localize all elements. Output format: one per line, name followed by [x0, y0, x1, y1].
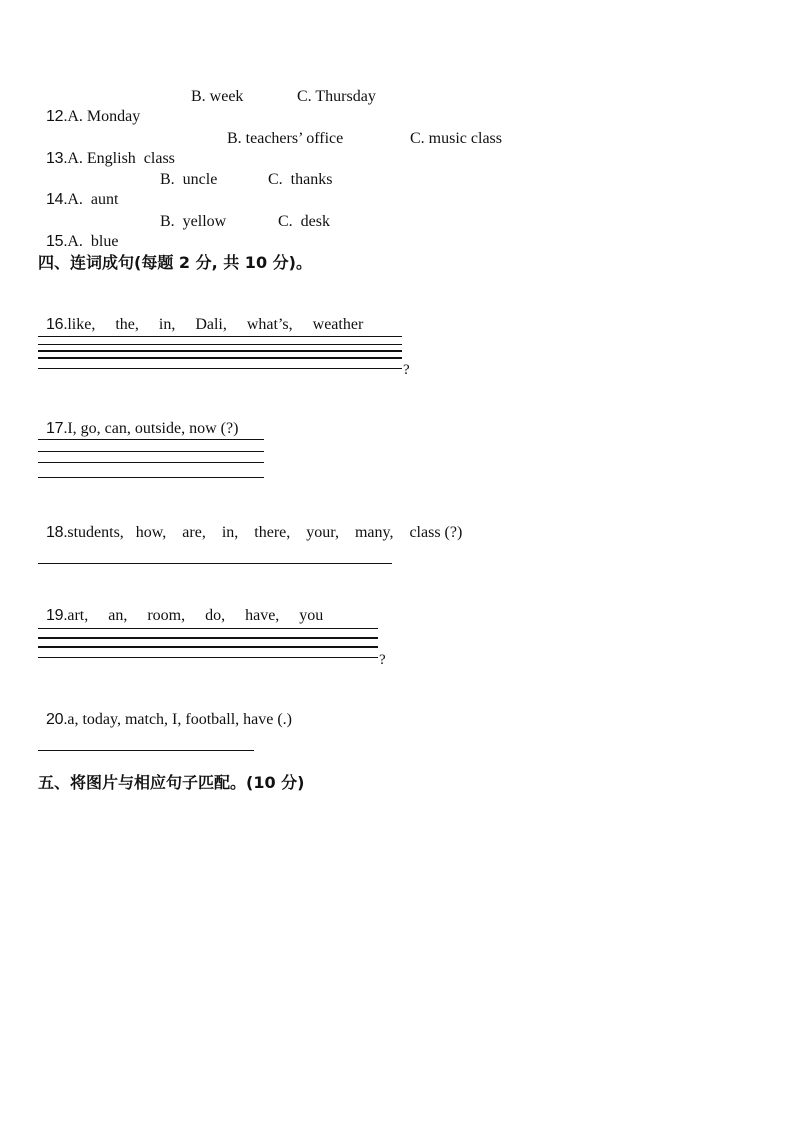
question-20 — [38, 690, 292, 730]
option-b: B. uncle — [160, 171, 218, 188]
answer-line[interactable] — [38, 637, 378, 639]
question-19 — [38, 586, 323, 626]
question-18 — [38, 503, 462, 543]
answer-line[interactable] — [38, 357, 402, 359]
option-a: A. English class — [67, 150, 175, 167]
question-number: 14. — [46, 191, 68, 208]
question-number: 18. — [46, 524, 68, 541]
word-list: students, how, are, in, there, your, many, class (?) — [67, 524, 463, 541]
word-list: like, the, in, Dali, what’s, weather — [67, 316, 364, 333]
word-list: a, today, match, I, football, have (.) — [67, 711, 292, 728]
section-4-heading: 四、连词成句(每题 2 分, 共 10 分)。 — [38, 253, 312, 272]
question-number: 19. — [46, 607, 68, 624]
answer-line[interactable] — [38, 336, 402, 337]
answer-line[interactable] — [38, 344, 402, 345]
answer-line[interactable] — [38, 350, 402, 352]
question-mark: ? — [379, 652, 386, 668]
question-number: 13. — [46, 150, 68, 167]
answer-line[interactable] — [38, 646, 378, 648]
option-a: A. blue — [67, 233, 119, 250]
question-number: 12. — [46, 108, 68, 125]
question-13 — [38, 129, 175, 169]
answer-line[interactable] — [38, 563, 392, 564]
option-c: C. music class — [410, 130, 502, 147]
option-c: C. Thursday — [297, 88, 376, 105]
answer-line[interactable] — [38, 451, 264, 452]
question-mark: ? — [403, 362, 410, 378]
option-c: C. desk — [278, 213, 330, 230]
answer-line[interactable] — [38, 657, 378, 658]
question-17 — [38, 399, 238, 439]
question-15 — [38, 212, 118, 252]
word-list: I, go, can, outside, now (?) — [67, 420, 239, 437]
option-a: A. Monday — [67, 108, 141, 125]
question-number: 20. — [46, 711, 68, 728]
question-number: 17. — [46, 420, 68, 437]
question-number: 16. — [46, 316, 68, 333]
option-a: A. aunt — [67, 191, 119, 208]
answer-line[interactable] — [38, 439, 264, 440]
question-14 — [38, 170, 118, 210]
section-5-heading: 五、将图片与相应句子匹配。(10 分) — [38, 773, 305, 792]
word-list: art, an, room, do, have, you — [67, 607, 324, 624]
answer-line[interactable] — [38, 368, 402, 369]
option-b: B. week — [191, 88, 244, 105]
question-12 — [38, 87, 140, 127]
option-c: C. thanks — [268, 171, 333, 188]
answer-line[interactable] — [38, 750, 254, 751]
answer-line[interactable] — [38, 477, 264, 478]
option-b: B. teachers’ office — [227, 130, 344, 147]
answer-line[interactable] — [38, 628, 378, 629]
question-16 — [38, 295, 363, 335]
answer-line[interactable] — [38, 462, 264, 463]
option-b: B. yellow — [160, 213, 227, 230]
question-number: 15. — [46, 233, 68, 250]
